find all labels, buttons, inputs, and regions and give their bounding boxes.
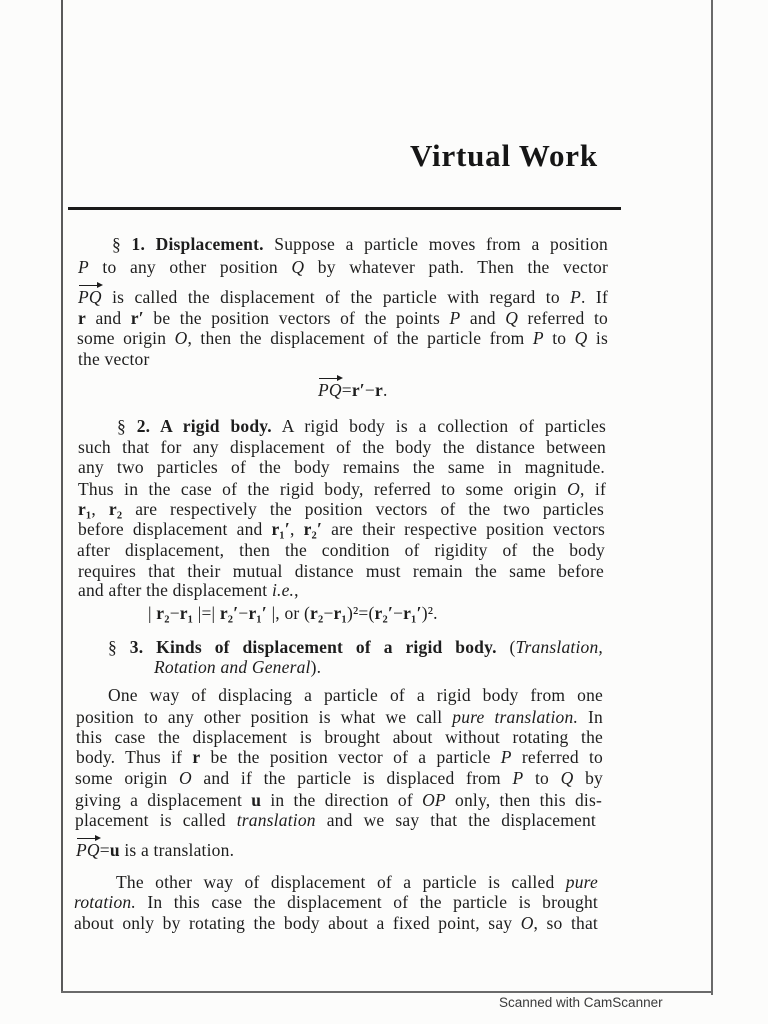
vector-symbol: r′ <box>351 380 365 400</box>
text-segment: are respectively the position vectors of the two particles <box>122 499 604 519</box>
text-segment: the vector <box>78 349 150 369</box>
equation-operator: = <box>99 840 110 860</box>
text-line <box>76 706 603 728</box>
text-line <box>78 256 608 278</box>
text-line <box>108 684 603 706</box>
text-line <box>77 539 605 561</box>
text-segment: to <box>543 328 575 348</box>
emphasis-text: pure translation. <box>452 707 579 727</box>
vector-arrow-symbol: PQ <box>318 380 342 400</box>
page-border-left <box>61 0 63 993</box>
equation-operator: − <box>169 603 180 623</box>
text-segment: some origin <box>75 768 179 788</box>
equation-operator: )²=( <box>346 603 375 623</box>
scanner-watermark: Scanned with CamScanner <box>499 995 663 1010</box>
text-segment: be the position vector of a particle <box>200 747 501 767</box>
page-border-bottom <box>61 991 713 993</box>
equation-operator: = <box>341 380 352 400</box>
vector-symbol: r₂′ <box>219 603 239 623</box>
text-line <box>77 327 608 349</box>
text-segment: by <box>573 768 603 788</box>
vector-symbol: r₂ <box>108 499 123 519</box>
emphasis-text: rotation. <box>74 892 136 912</box>
text-segment: to <box>523 768 561 788</box>
text-segment: Thus in the case of the rigid body, referred to some origin <box>78 479 568 499</box>
text-line <box>78 579 299 601</box>
text-line <box>76 726 603 748</box>
vector-symbol: r₁′ <box>248 603 268 623</box>
text-segment: and <box>85 308 131 328</box>
section-symbol: § <box>112 234 132 254</box>
text-segment: is <box>587 328 608 348</box>
vector-symbol: r₁′ <box>403 603 422 623</box>
equation-operator: − <box>323 603 334 623</box>
text-line <box>76 839 234 861</box>
text-segment: referred to <box>511 747 603 767</box>
equation <box>148 602 438 624</box>
text-line <box>75 767 603 789</box>
text-segment: , <box>294 580 299 600</box>
text-segment: One way of displacing a particle of a rigid body from one <box>108 685 603 705</box>
emphasis-text: translation <box>236 810 316 830</box>
variable-symbol: O <box>567 479 580 499</box>
text-segment: , then the displacement of the particle from <box>187 328 533 348</box>
vector-symbol: r <box>192 747 201 767</box>
variable-symbol: Q <box>574 328 588 348</box>
text-segment: only, then this dis- <box>445 790 602 810</box>
text-segment: is called the displacement of the particle with regard to <box>101 287 571 307</box>
variable-symbol: OP <box>422 790 446 810</box>
text-line <box>117 415 606 437</box>
vector-symbol: r₁′ <box>271 519 291 539</box>
text-segment: is a translation. <box>119 840 235 860</box>
variable-symbol: P <box>78 257 89 277</box>
text-line <box>74 891 598 913</box>
text-line <box>78 498 604 520</box>
vector-arrow-symbol: PQ <box>76 840 100 860</box>
text-line <box>108 636 603 658</box>
vector-symbol: r <box>374 380 383 400</box>
text-segment: some origin <box>77 328 175 348</box>
vector-symbol: r₁ <box>179 603 194 623</box>
equation-operator: | <box>148 603 157 623</box>
text-segment: after displacement, then the condition of rigidity of the body <box>77 540 605 560</box>
text-segment: and <box>460 308 506 328</box>
text-segment: such that for any displacement of the body the distance between <box>78 437 606 457</box>
vector-symbol: r₂ <box>156 603 170 623</box>
vector-symbol: r₁ <box>78 499 92 519</box>
text-line <box>112 233 608 255</box>
emphasis-text: i.e. <box>271 580 295 600</box>
text-segment: placement is called <box>75 810 237 830</box>
vector-symbol: r′ <box>130 308 144 328</box>
text-line <box>78 478 606 500</box>
section-heading: 1. Displacement. <box>131 234 264 254</box>
variable-symbol: P <box>500 747 512 767</box>
text-line <box>78 456 605 478</box>
text-segment: . If <box>581 287 608 307</box>
text-segment: In this case the displacement of the particle is brought <box>135 892 598 912</box>
text-segment: about only by rotating the body about a fixed point, say <box>74 913 521 933</box>
equation-operator: . <box>382 380 388 400</box>
vector-symbol: r₂′ <box>303 519 323 539</box>
text-segment: this case the displacement is brought about without rotating the <box>76 727 603 747</box>
variable-symbol: O <box>520 913 534 933</box>
equation-operator: − <box>238 603 249 623</box>
section-heading: 3. Kinds of displacement of a rigid body. <box>129 637 497 657</box>
text-line <box>74 912 598 934</box>
text-line <box>75 789 602 811</box>
text-segment: any two particles of the body remains the same in magnitude. <box>78 457 605 477</box>
page-border-right <box>711 0 713 995</box>
variable-symbol: P <box>532 328 544 348</box>
section-symbol: § <box>117 416 137 436</box>
section-symbol: § <box>108 637 130 657</box>
emphasis-text: Translation, <box>515 637 603 657</box>
vector-arrow-symbol: PQ <box>78 287 102 307</box>
equation-operator: |=| <box>193 603 220 623</box>
section-heading: 2. A rigid body. <box>136 416 272 436</box>
vector-symbol: r₂′ <box>374 603 394 623</box>
equation-operator: |, or ( <box>267 603 311 623</box>
text-segment: position to any other position is what we call <box>76 707 453 727</box>
text-segment: and if the particle is displaced from <box>191 768 513 788</box>
variable-symbol: O <box>178 768 192 788</box>
text-line <box>154 656 321 678</box>
text-segment: The other way of displacement of a particle is called <box>116 872 566 892</box>
text-segment: , if <box>579 479 606 499</box>
equation-operator: )². <box>421 603 438 623</box>
vector-symbol: r₂ <box>310 603 324 623</box>
emphasis-text: pure <box>565 872 598 892</box>
variable-symbol: P <box>449 308 461 328</box>
text-segment: to any other position <box>88 257 292 277</box>
text-segment: by whatever path. Then the vector <box>304 257 608 277</box>
text-segment: , <box>91 499 109 519</box>
text-line <box>78 348 149 370</box>
vector-symbol: r <box>78 308 86 328</box>
text-segment: and after the displacement <box>78 580 272 600</box>
variable-symbol: O <box>174 328 188 348</box>
vector-symbol: r₁ <box>333 603 347 623</box>
text-segment: , <box>290 519 304 539</box>
text-segment: , so that <box>533 913 598 933</box>
vector-symbol: u <box>109 840 120 860</box>
text-line <box>78 286 608 308</box>
text-segment: A rigid body is a collection of particles <box>271 416 606 436</box>
text-line <box>78 307 608 329</box>
text-segment: body. Thus if <box>76 747 193 767</box>
equation-operator: − <box>364 380 375 400</box>
variable-symbol: P <box>570 287 582 307</box>
equation <box>318 379 388 401</box>
title-rule <box>68 207 621 210</box>
equation-operator: − <box>393 603 404 623</box>
text-line <box>78 518 605 540</box>
text-line <box>78 436 606 458</box>
variable-symbol: P <box>512 768 524 788</box>
text-segment: ). <box>310 657 322 677</box>
text-segment: requires that their mutual distance must remain the same before <box>78 561 604 581</box>
text-segment: are their respective position vectors <box>322 519 605 539</box>
text-segment: be the position vectors of the points <box>143 308 450 328</box>
text-segment: and we say that the displacement <box>315 810 596 830</box>
variable-symbol: Q <box>560 768 574 788</box>
text-segment: ( <box>496 637 516 657</box>
text-segment: referred to <box>518 308 608 328</box>
variable-symbol: Q <box>291 257 305 277</box>
text-segment: before displacement and <box>78 519 272 539</box>
text-line <box>75 809 596 831</box>
text-segment: in the direction of <box>261 790 423 810</box>
text-segment: giving a displacement <box>75 790 252 810</box>
text-line <box>116 871 598 893</box>
text-segment: In <box>578 707 603 727</box>
variable-symbol: Q <box>505 308 519 328</box>
text-segment: Suppose a particle moves from a position <box>263 234 608 254</box>
page-title: Virtual Work <box>410 138 598 173</box>
vector-symbol: u <box>251 790 262 810</box>
text-line <box>76 746 603 768</box>
emphasis-text: Rotation and General <box>154 657 311 677</box>
